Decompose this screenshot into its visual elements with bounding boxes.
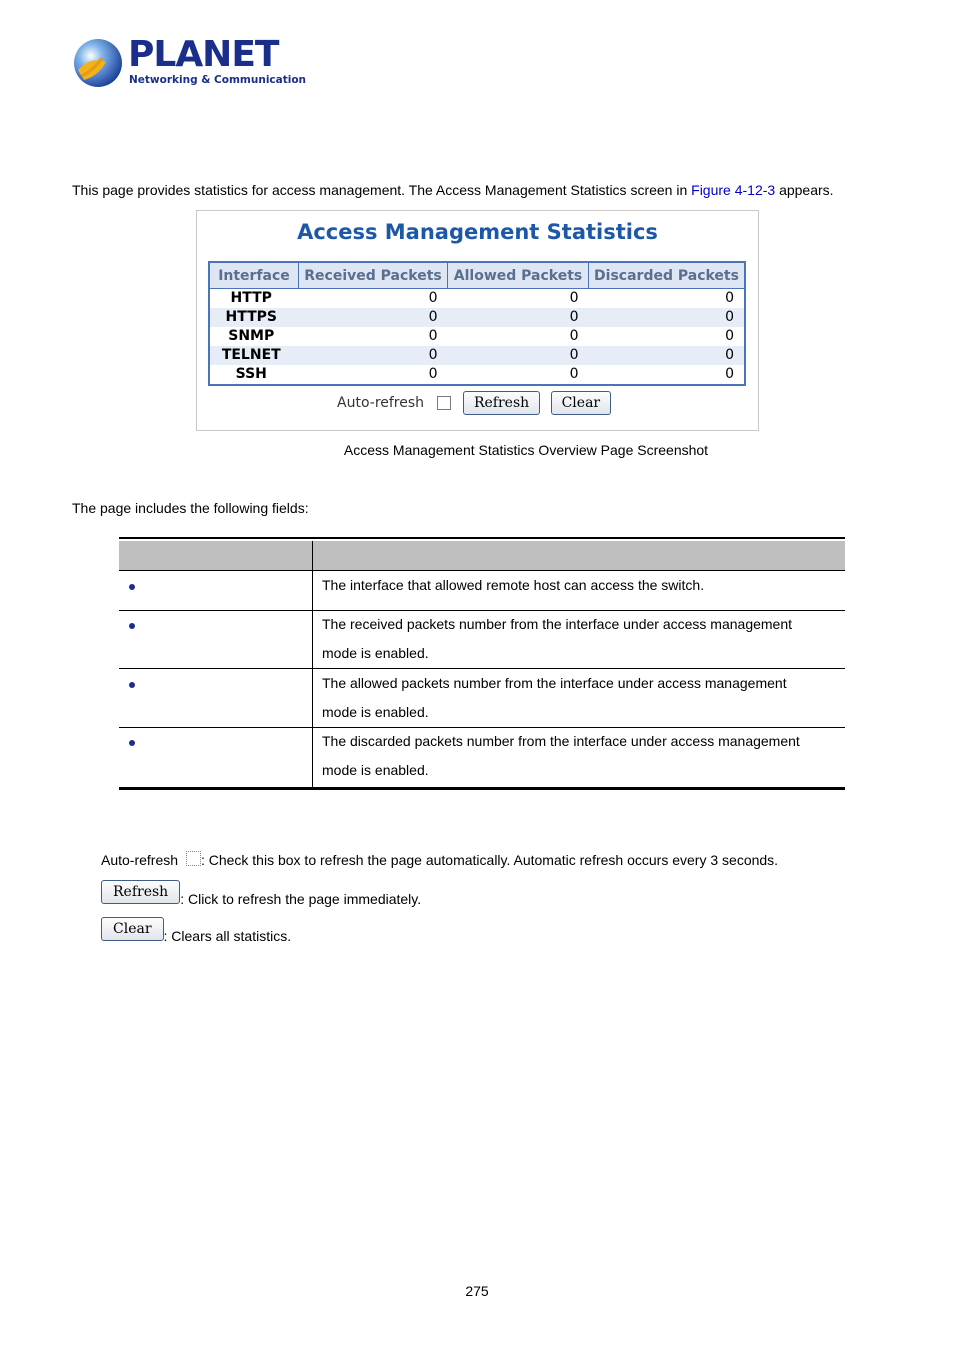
table-top-rule <box>119 537 845 539</box>
field-description-line: The interface that allowed remote host can access the switch. <box>322 577 705 593</box>
table-row <box>209 308 745 327</box>
intro-paragraph <box>72 181 892 199</box>
page-number: 275 <box>465 1283 489 1299</box>
table-header-row <box>209 262 745 289</box>
interface-cell: HTTPS <box>209 308 299 327</box>
auto-refresh-help <box>101 851 921 869</box>
column-header: Discarded Packets <box>589 262 746 289</box>
discarded-cell: 0 <box>725 328 734 344</box>
discarded-cell: 0 <box>589 346 746 365</box>
discarded-cell: 0 <box>725 366 734 382</box>
field-description <box>322 610 837 668</box>
interface-cell: HTTP <box>230 290 272 306</box>
fields-table-header <box>119 541 845 570</box>
received-cell: 0 <box>428 328 438 344</box>
interface-cell: TELNET <box>209 346 299 365</box>
allowed-cell: 0 <box>448 308 589 327</box>
clear-button[interactable]: Clear <box>101 917 164 941</box>
bullet-icon <box>129 623 135 629</box>
intro-text-end: appears. <box>775 182 834 198</box>
bullet-icon <box>129 740 135 746</box>
figure-link[interactable]: Figure 4-12-3 <box>691 182 776 198</box>
table-row <box>209 327 745 346</box>
refresh-button[interactable]: Refresh <box>101 880 180 904</box>
column-divider <box>312 541 313 788</box>
received-cell: 0 <box>428 366 438 382</box>
table-row <box>209 289 745 309</box>
bullet-icon <box>129 682 135 688</box>
field-description-line: The discarded packets number from the interface under access management <box>322 733 800 749</box>
refresh-help <box>101 880 921 907</box>
bullet-icon <box>129 584 135 590</box>
allowed-cell: 0 <box>569 366 579 382</box>
field-description-line: mode is enabled. <box>322 704 429 720</box>
field-description <box>322 571 837 600</box>
auto-refresh-label: Auto-refresh <box>337 395 425 411</box>
auto-refresh-label: Auto-refresh <box>101 852 179 868</box>
refresh-button[interactable]: Refresh <box>463 391 540 415</box>
interface-cell: SNMP <box>228 328 275 344</box>
interface-cell: SSH <box>235 366 267 382</box>
screenshot-frame <box>196 210 759 431</box>
auto-refresh-checkbox[interactable] <box>186 851 201 866</box>
field-description <box>322 727 837 785</box>
field-description-line: The allowed packets number from the interface under access management <box>322 675 787 691</box>
received-cell: 0 <box>299 346 448 365</box>
received-cell: 0 <box>428 290 438 306</box>
clear-button[interactable]: Clear <box>551 391 612 415</box>
statistics-table <box>208 261 746 386</box>
table-bottom-rule <box>119 787 845 790</box>
column-header: Allowed Packets <box>448 262 589 289</box>
screenshot-controls <box>337 391 611 415</box>
field-description-line: mode is enabled. <box>322 645 429 661</box>
screenshot-title: Access Management Statistics <box>297 220 658 244</box>
globe-icon <box>72 36 126 90</box>
discarded-cell: 0 <box>589 308 746 327</box>
logo-tagline: Networking & Communication <box>129 74 307 86</box>
auto-refresh-checkbox[interactable] <box>437 396 451 410</box>
table-row <box>209 346 745 365</box>
fields-intro: The page includes the following fields: <box>72 500 309 516</box>
allowed-cell: 0 <box>569 328 579 344</box>
allowed-cell: 0 <box>448 346 589 365</box>
discarded-cell: 0 <box>725 290 734 306</box>
refresh-description: : Click to refresh the page immediately. <box>180 891 422 907</box>
column-header: Interface <box>209 262 299 289</box>
logo-brand: PLANET <box>128 34 279 75</box>
field-description <box>322 669 837 727</box>
field-description-line: The received packets number from the interface under access management <box>322 616 793 632</box>
clear-description: : Clears all statistics. <box>163 928 292 944</box>
received-cell: 0 <box>299 308 448 327</box>
allowed-cell: 0 <box>569 290 579 306</box>
figure-caption: Access Management Statistics Overview Page Screenshot <box>343 442 709 458</box>
column-header: Received Packets <box>299 262 448 289</box>
field-description-line: mode is enabled. <box>322 762 429 778</box>
table-row <box>209 365 745 385</box>
auto-refresh-description: : Check this box to refresh the page automatically. Automatic refresh occurs every 3 seconds. <box>200 852 779 868</box>
intro-text: This page provides statistics for access management. The Access Management Statistics screen in <box>72 182 692 198</box>
clear-help <box>101 917 921 944</box>
fields-table <box>119 537 845 791</box>
